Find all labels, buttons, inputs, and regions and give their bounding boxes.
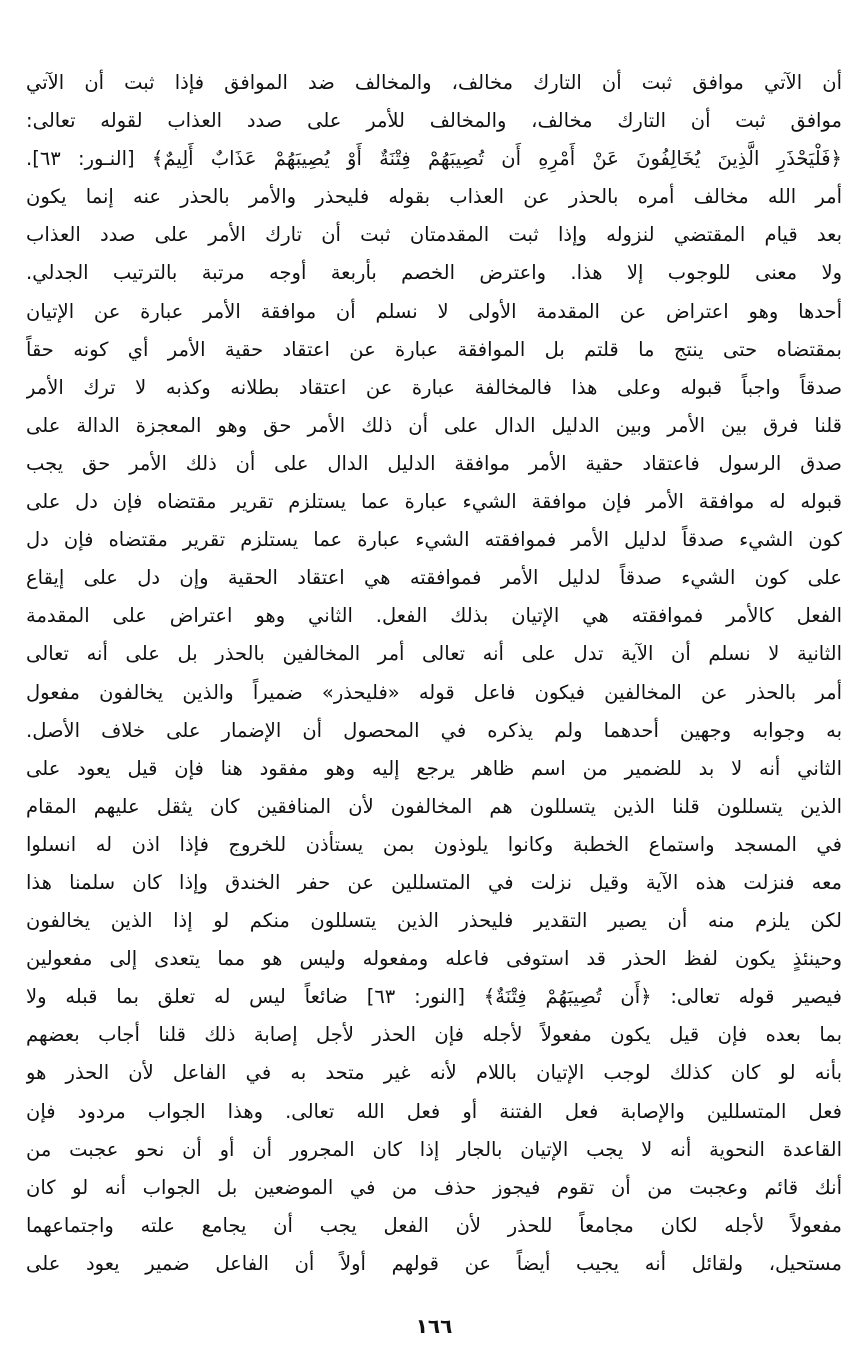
text-line: الثانية لا نسلم أن الآية تدل على أنه تعالى أمر المخالفين بالحذر بل على أنه تعالى [26,642,842,666]
text-line: أمر الله مخالف أمره بالحذر عن العذاب بقوله فليحذر والأمر بالحذر عنه إنما يكون [26,185,842,209]
text-line: ولا معنى للوجوب إلا هذا. واعترض الخصم بأربعة أوجه مرتبة بالترتيب الجدلي. [26,261,842,285]
quran-verse-line: ﴿فَلْيَحْذَرِ الَّذِينَ يُخَالِفُونَ عَنْ أَمْرِهِ أَن تُصِيبَهُمْ فِتْنَةٌ أَوْ يُصِيبَهُمْ عَذَابٌ أَلِيمٌ﴾ [النـور: ٦٣]. [26,147,842,171]
text-line: أحدها وهو اعتراض عن المقدمة الأولى لا نسلم أن موافقة الأمر عبارة عن الإتيان [26,299,842,323]
text-line: بعد قيام المقتضي لنزوله وإذا ثبت المقدمتان ثبت أن تارك الأمر على صدد العذاب [26,223,842,247]
text-line: في المسجد واستماع الخطبة وكانوا يلوذون بمن يستأذن للخروج فإذا اذن له انسلوا [26,832,842,856]
body-text [26,64,842,1283]
text-line: صدق الرسول فاعتقاد حقية الأمر موافقة الدليل الدال على أن ذلك الأمر حق يجب [26,451,842,475]
text-line: الفعل كالأمر فموافقته هي الإتيان بذلك الفعل. الثاني وهو اعتراض على المقدمة [26,604,842,628]
text-line: على كون الشيء صدقاً لدليل الأمر فموافقته هي اعتقاد الحقية وإن دل على إيقاع [26,566,842,590]
text-line: مفعولاً لأجله لكان مجامعاً للحذر لأن الفعل يجب أن يجامع علته واجتماعهما [26,1213,842,1237]
text-line: مستحيل، ولقائل أنه يجيب أيضاً عن قولهم أولاً أن الفاعل ضمير يعود على [26,1251,842,1275]
text-line: كون الشيء صدقاً لدليل الأمر فموافقته الشيء عبارة عما يستلزم تقرير مقتضاه فإن دل [26,528,842,552]
text-line: وحينئذٍ يكون لفظ الحذر قد استوفى فاعله ومفعوله وليس هو مما يتعدى إلى مفعولين [26,947,842,971]
text-line: أنك قائم وعجبت من أن تقوم فيجوز حذف من في الموضعين بل الجواب أنه لو كان [26,1175,842,1199]
page-number: ١٦٦ [415,1314,453,1338]
text-line: معه فنزلت هذه الآية وقيل نزلت في المتسللين عن حفر الخندق وإذا كان سلمنا هذا [26,870,842,894]
text-line: بما بعده فإن قيل يكون مفعولاً لأجله فإن الحذر لأجل إصابة ذلك قلنا أجاب بعضهم [26,1023,842,1047]
text-line: قبوله له موافقة الأمر فإن موافقة الشيء عبارة عما يستلزم تقرير مقتضاه فإن دل على [26,490,842,514]
text-line: أمر بالحذر عن المخالفين فيكون فاعل قوله «فليحذر» ضميراً والذين يخالفون مفعول [26,680,842,704]
text-line: بأنه لو كان كذلك لوجب الإتيان باللام لأنه غير متحد به في الفاعل لأن الحذر هو [26,1061,842,1085]
text-line: قلنا فرق بين الأمر وبين الدليل الدال على أن ذلك الأمر حق وهو المعجزة الدالة على [26,413,842,437]
text-line: بمقتضاه حتى ينتج ما قلتم بل الموافقة عبارة عن اعتقاد حقية الأمر أي كونه حقاً [26,337,842,361]
text-line: لكن يلزم منه أن يصير التقدير فليحذر الذين يتسللون منكم لو إذا الذين يخالفون [26,909,842,933]
text-line: به وجوابه وجهين أحدهما ولم يذكره في المحصول أن الإضمار على خلاف الأصل. [26,718,842,742]
text-line: فعل المتسللين والإصابة فعل الفتنة أو فعل الله تعالى. وهذا الجواب مردود فإن [26,1099,842,1123]
text-line: الثاني أنه لا بد للضمير من اسم ظاهر يرجع إليه وهو مفقود هنا فإن قيل يعود على [26,756,842,780]
quran-verse-line: فيصير قوله تعالى: ﴿أَن تُصِيبَهُمْ فِتْنَةٌ﴾ [النور: ٦٣] ضائعاً ليس له تعلق بما قبله ولا [26,985,842,1009]
text-line: أن الآتي موافق ثبت أن التارك مخالف، والمخالف ضد الموافق فإذا ثبت أن الآتي [26,71,842,94]
text-line: صدقاً واجباً قبوله وعلى هذا فالمخالفة عبارة عن اعتقاد بطلانه وكذبه لا ترك الأمر [26,375,842,399]
text-line: موافق ثبت أن التارك مخالف، والمخالف للأمر على صدد العذاب لقوله تعالى: [26,109,842,133]
text-line: الذين يتسللون قلنا الذين يتسللون هم المخالفون لأن المنافقين كان يثقل عليهم المقام [26,794,842,818]
text-line: القاعدة النحوية أنه لا يجب الإتيان بالجار إذا كان المجرور أن أو أن نحو عجبت من [26,1137,842,1161]
